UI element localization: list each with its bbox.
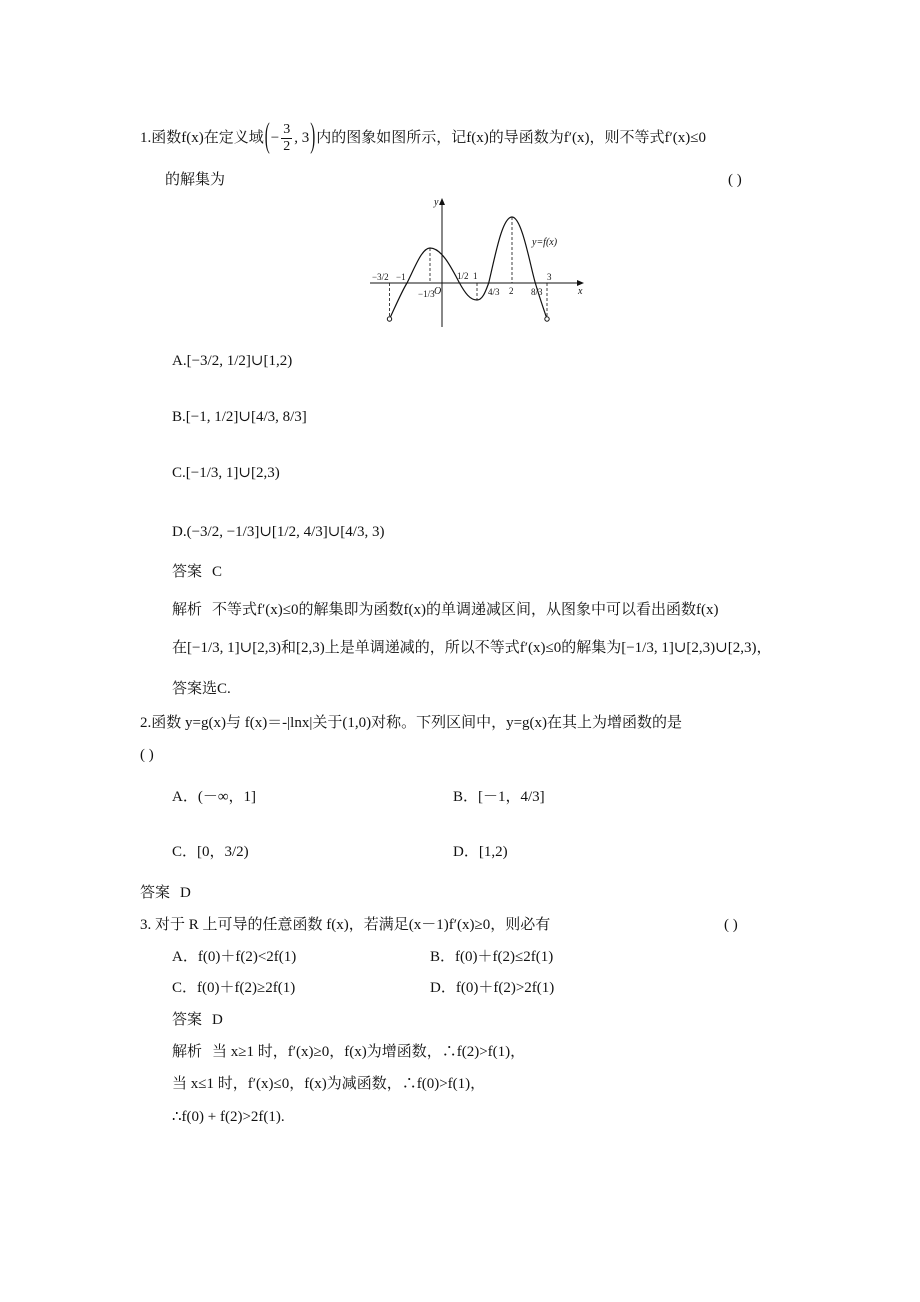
y-axis-arrow bbox=[439, 198, 445, 205]
open-endpoint bbox=[387, 317, 391, 321]
q1-stem bbox=[140, 118, 706, 156]
tick-label: −1/3 bbox=[418, 289, 435, 299]
origin-label: O bbox=[434, 286, 442, 297]
q1-option-a bbox=[172, 354, 292, 369]
q3-option-c bbox=[172, 981, 295, 996]
q2-option-b bbox=[453, 790, 545, 805]
tick-label: −1 bbox=[396, 272, 406, 282]
paren: ) bbox=[310, 118, 316, 156]
option-text: f(0)＋f(2)<2f(1) bbox=[197, 949, 297, 965]
answer-value: D bbox=[180, 885, 191, 901]
x-label: x bbox=[578, 286, 583, 297]
q3-option-b bbox=[430, 950, 553, 965]
option-text: (−3/2, −1/3]∪[1/2, 4/3]∪[4/3, 3) bbox=[186, 524, 385, 540]
q1-option-b bbox=[172, 410, 307, 425]
q1-analysis-1 bbox=[172, 603, 719, 618]
q2-option-c bbox=[172, 845, 249, 860]
option-letter: C． bbox=[172, 980, 198, 996]
q1-stem-a: 1.函数f(x)在定义域 bbox=[140, 130, 264, 146]
option-text: [−1/3, 1]∪[2,3) bbox=[185, 465, 280, 481]
option-text: (－∞，1] bbox=[197, 789, 257, 805]
option-text: [−3/2, 1/2]∪[1,2) bbox=[186, 353, 293, 369]
option-letter: B． bbox=[453, 789, 479, 805]
analysis-label: 解析 bbox=[172, 1044, 203, 1060]
q1-stem-c: 的解集为 bbox=[165, 172, 226, 188]
option-letter: A． bbox=[172, 949, 198, 965]
tick-label: 4/3 bbox=[488, 287, 500, 297]
answer-bracket: ( ) bbox=[724, 917, 738, 933]
option-letter: C． bbox=[172, 844, 198, 860]
curve-f bbox=[390, 217, 548, 319]
q1-option-d bbox=[172, 525, 384, 540]
denominator: 2 bbox=[283, 139, 291, 154]
analysis-text: 在 bbox=[172, 640, 188, 656]
tick-label: 2 bbox=[509, 286, 514, 296]
tick-label: 1 bbox=[473, 271, 478, 281]
analysis-text: 当 x≥1 时，f′(x)≥0，f(x)为增函数，∴f(2)>f(1)， bbox=[212, 1044, 526, 1060]
tick-label: 3 bbox=[547, 272, 552, 282]
analysis-text: 和[2,3)上是单调递减的，所以不等式f′(x)≤0的解集为 bbox=[280, 640, 622, 656]
option-text: [－1，4/3] bbox=[478, 789, 545, 805]
analysis-text: 当 x≤1 时，f′(x)≤0，f(x)为减函数，∴f(0)>f(1)， bbox=[172, 1076, 486, 1092]
analysis-label: 解析 bbox=[172, 602, 203, 618]
option-letter: D． bbox=[430, 980, 456, 996]
curve-label: y=f(x) bbox=[532, 237, 558, 248]
q1-answer bbox=[172, 565, 222, 580]
minus: − bbox=[270, 130, 280, 146]
q2-stem: 2.函数 y=g(x)与 f(x)＝-|lnx|关于(1,0)对称。下列区间中，y=g(x)在其上为增函数的是 bbox=[140, 715, 683, 731]
analysis-text: 不等式f′(x)≤0的解集即为函数f(x)的单调递减区间，从图象中可以看出函数f(x) bbox=[212, 602, 719, 618]
interval: [−1/3, 1]∪[2,3) bbox=[187, 640, 281, 656]
option-text: [0，3/2) bbox=[197, 844, 249, 860]
numerator: 3 bbox=[283, 122, 291, 137]
option-letter: D. bbox=[172, 524, 187, 540]
option-letter: D． bbox=[453, 844, 479, 860]
q3-option-a bbox=[172, 950, 296, 965]
q1-stem-b: 内的图象如图所示，记f(x)的导函数为f′(x)，则不等式f′(x)≤0 bbox=[316, 130, 706, 146]
option-letter: A. bbox=[172, 353, 187, 369]
tick-label: 8/3 bbox=[531, 287, 543, 297]
analysis-text: ∪[2,3)， bbox=[715, 640, 772, 656]
function-graph bbox=[360, 195, 590, 330]
analysis-text: ∴f(0) + f(2)>2f(1). bbox=[172, 1109, 285, 1125]
q2-answer bbox=[140, 886, 191, 901]
answer-bracket: ( ) bbox=[728, 172, 742, 188]
q3-answer bbox=[172, 1013, 223, 1028]
option-letter: C. bbox=[172, 465, 186, 481]
option-text: f(0)＋f(2)>2f(1) bbox=[455, 980, 555, 996]
option-letter: B． bbox=[430, 949, 456, 965]
option-letter: A． bbox=[172, 789, 198, 805]
answer-label: 答案 bbox=[172, 1012, 203, 1028]
option-text: f(0)＋f(2)≥2f(1) bbox=[197, 980, 296, 996]
domain-rest: , 3 bbox=[294, 130, 310, 146]
q2-option-d bbox=[453, 845, 508, 860]
analysis-text: 答案选C. bbox=[172, 681, 231, 697]
tick-label: −3/2 bbox=[372, 272, 389, 282]
open-endpoint bbox=[545, 317, 549, 321]
answer-value: D bbox=[212, 1012, 223, 1028]
y-label: y bbox=[434, 197, 439, 208]
fraction bbox=[281, 123, 292, 154]
q1-option-c bbox=[172, 466, 280, 481]
interval: [−1/3, 1]∪[2,3) bbox=[621, 640, 716, 656]
answer-value: C bbox=[212, 564, 223, 580]
q3-analysis-1 bbox=[172, 1045, 525, 1060]
guide-lines bbox=[390, 217, 548, 317]
q3-option-d bbox=[430, 981, 554, 996]
option-text: [1,2) bbox=[478, 844, 508, 860]
q1-analysis-2 bbox=[172, 641, 771, 656]
paren: ( bbox=[264, 118, 270, 156]
option-letter: B. bbox=[172, 409, 186, 425]
answer-bracket: ( ) bbox=[140, 747, 154, 763]
q2-option-a bbox=[172, 790, 256, 805]
answer-label: 答案 bbox=[140, 885, 171, 901]
tick-label: 1/2 bbox=[457, 271, 469, 281]
option-text: f(0)＋f(2)≤2f(1) bbox=[455, 949, 554, 965]
answer-label: 答案 bbox=[172, 564, 203, 580]
q3-stem: 3. 对于 R 上可导的任意函数 f(x)，若满足(x－1)f′(x)≥0，则必有 bbox=[140, 917, 551, 933]
option-text: [−1, 1/2]∪[4/3, 8/3] bbox=[185, 409, 307, 425]
